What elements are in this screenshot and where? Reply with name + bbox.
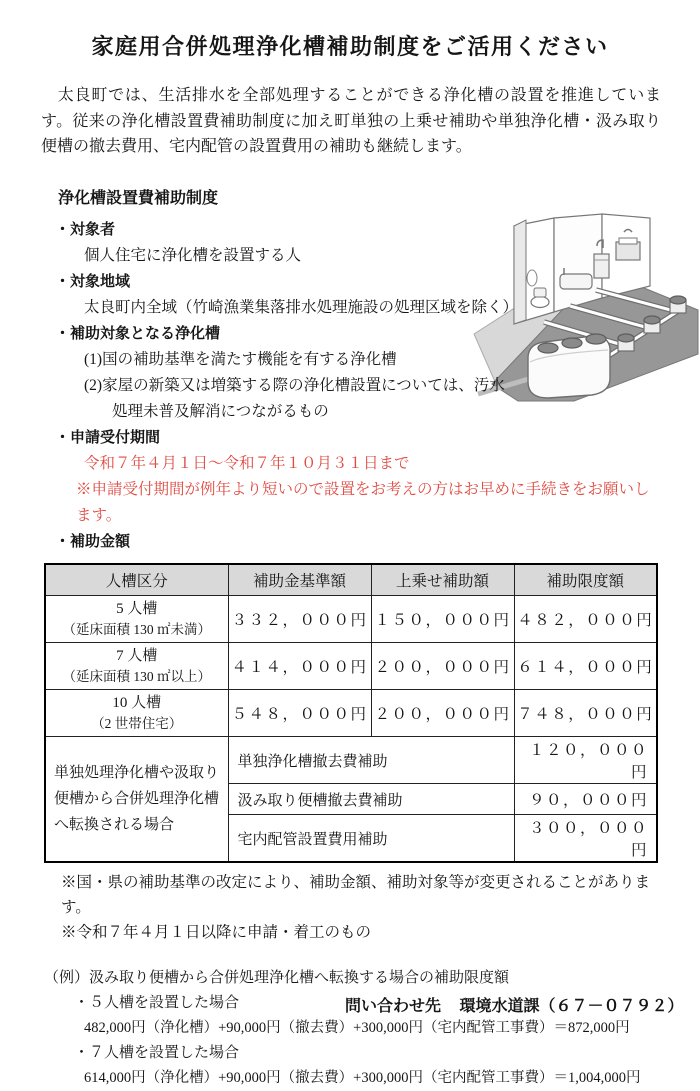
header-tank-category: 人槽区分 — [45, 564, 228, 596]
conversion-item-piping: 宅内配管設置費用補助 — [228, 815, 514, 863]
tank-size-label: 5 人槽 — [116, 600, 158, 617]
section-heading: 浄化槽設置費補助制度 — [58, 190, 219, 207]
bullet-target-person: ・対象者 — [55, 221, 116, 238]
bullet-subsidy-amount: ・補助金額 — [55, 533, 131, 550]
eligible-tank-item-1: (1)国の補助基準を満たす機能を有する浄化槽 — [84, 351, 397, 368]
header-base-amount: 補助金基準額 — [228, 564, 371, 596]
base-amount-5person: ３３２，０００円 — [228, 596, 371, 643]
header-extra-amount: 上乗せ補助額 — [371, 564, 514, 596]
target-person-text: 個人住宅に浄化槽を設置する人 — [84, 247, 302, 264]
example-case2-calc: 614,000円（浄化槽）+90,000円（撤去費）+300,000円（宅内配管工事費）＝1,004,000円 — [84, 1070, 641, 1086]
bullet-target-area: ・対象地域 — [55, 273, 131, 290]
example-case1-label: ・５人槽を設置した場合 — [74, 995, 240, 1011]
tank-size-note: （延床面積 130 ㎡以上） — [62, 668, 211, 684]
extra-amount-5person: １５０，０００円 — [371, 596, 514, 643]
example-case2-label: ・７人槽を設置した場合 — [74, 1045, 240, 1061]
intro-paragraph: 太良町では、生活排水を全部処理することができる浄化槽の設置を推進しています。従来の浄化槽設置費補助制度に加え町単独の上乗せ補助や単独浄化槽・汲み取り便槽の撤去費用、宅内配管の設置費用の補助も継続します。 — [41, 87, 661, 155]
limit-amount-5person: ４８２，０００円 — [514, 596, 657, 643]
conversion-item-tank-removal: 単独浄化槽撤去費補助 — [228, 737, 514, 784]
table-row-5person — [45, 596, 657, 643]
bullet-eligible-tanks: ・補助対象となる浄化槽 — [55, 325, 221, 342]
tank-name-5person — [45, 596, 228, 643]
application-period-warning: ※申請受付期間が例年より短いので設置をお考えの方はお早めに手続きをお願いします。 — [76, 481, 650, 524]
conversion-amount-tank-removal: １２０，０００円 — [514, 737, 657, 784]
table-row-conversion-1 — [45, 737, 657, 784]
eligible-tank-item-2: (2)家屋の新築又は増築する際の浄化槽設置については、汚水 — [84, 377, 505, 394]
base-amount-7person: ４１４，０００円 — [228, 643, 371, 690]
table-row-7person — [45, 643, 657, 690]
subsidy-amount-table — [44, 563, 658, 863]
tank-size-label: 10 人槽 — [112, 694, 162, 711]
tank-size-label: 7 人槽 — [116, 647, 158, 664]
application-period-dates: 令和７年４月１日～令和７年１０月３１日まで — [84, 455, 410, 472]
conversion-item-pit-removal: 汲み取り便槽撤去費補助 — [228, 784, 514, 815]
tank-name-10person — [45, 690, 228, 737]
contact-value: 環境水道課（６７－０７９２） — [459, 998, 684, 1015]
extra-amount-10person: ２００，０００円 — [371, 690, 514, 737]
contact-label: 問い合わせ先 — [345, 998, 442, 1015]
contact-footer — [345, 993, 683, 1016]
target-area-text: 太良町内全域（竹崎漁業集落排水処理施設の処理区域を除く） — [84, 299, 519, 316]
tank-size-note: （延床面積 130 ㎡未満） — [62, 621, 211, 637]
eligible-tank-item-2-cont: 処理未普及解消につながるもの — [112, 403, 329, 420]
extra-amount-7person: ２００，０００円 — [371, 643, 514, 690]
table-note-2: ※令和７年４月１日以降に申請・着工のもの — [61, 924, 372, 941]
main-content — [40, 187, 660, 1091]
example-heading: （例）汲み取り便槽から合併処理浄化槽へ転換する場合の補助限度額 — [44, 970, 510, 986]
limit-amount-10person: ７４８，０００円 — [514, 690, 657, 737]
conversion-amount-pit-removal: ９０，０００円 — [514, 784, 657, 815]
base-amount-10person: ５４８，０００円 — [228, 690, 371, 737]
table-row-10person — [45, 690, 657, 737]
header-limit-amount: 補助限度額 — [514, 564, 657, 596]
conversion-label-line1: 単独処理浄化槽や汲取り — [54, 765, 220, 781]
bullet-application-period: ・申請受付期間 — [55, 429, 161, 446]
conversion-amount-piping: ３００，０００円 — [514, 815, 657, 863]
example-case1-calc: 482,000円（浄化槽）+90,000円（撤去費）+300,000円（宅内配管工事費）＝872,000円 — [84, 1020, 630, 1036]
table-header-row — [45, 564, 657, 596]
limit-amount-7person: ６１４，０００円 — [514, 643, 657, 690]
conversion-case-label — [45, 737, 228, 863]
conversion-label-line2: 便槽から合併処理浄化槽 — [54, 791, 220, 807]
tank-size-note: （2 世帯住宅） — [91, 715, 183, 731]
page-title: 家庭用合併処理浄化槽補助制度をご活用ください — [91, 34, 609, 59]
tank-name-7person — [45, 643, 228, 690]
table-note-1: ※国・県の補助基準の改定により、補助金額、補助対象等が変更されることがあります。 — [61, 874, 651, 916]
example-block — [40, 966, 660, 1091]
conversion-label-line3: へ転換される場合 — [54, 817, 175, 833]
